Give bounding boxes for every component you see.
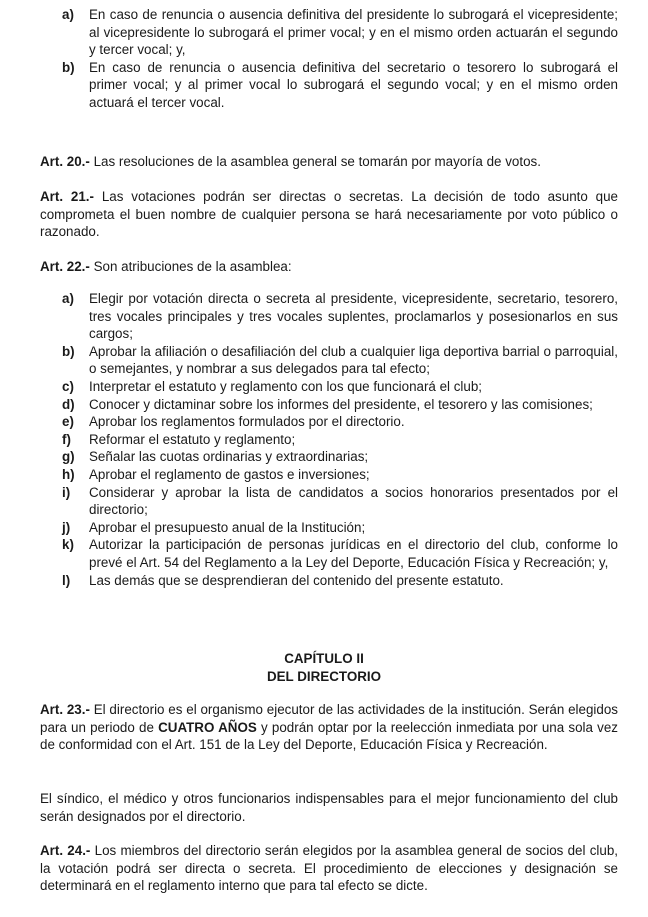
list-item bbox=[62, 290, 618, 343]
article-22 bbox=[40, 258, 618, 276]
article-label: Art. 20.- bbox=[40, 154, 90, 169]
list-item-text: Conocer y dictaminar sobre los informes del presidente, el tesorero y las comisiones; bbox=[89, 396, 593, 412]
article-text: Las resoluciones de la asamblea general se tomarán por mayoría de votos. bbox=[89, 154, 541, 169]
list-item-text: Las demás que se desprendieran del contenido del presente estatuto. bbox=[89, 572, 504, 588]
chapter-title: DEL DIRECTORIO bbox=[266, 669, 382, 684]
list-item bbox=[62, 431, 618, 449]
list-item-text: En caso de renuncia o ausencia definitiva del presidente lo subrogará el vicepresidente; al vicepresidente lo subrogará el primer vocal; y en el mismo orden actuarán el segundo y tercer vocal; y, bbox=[89, 7, 618, 58]
article-text: Son atribuciones de la asamblea: bbox=[89, 259, 292, 274]
list-marker: a) bbox=[62, 7, 74, 22]
list-marker: c) bbox=[62, 378, 74, 394]
article-text: El directorio es el organismo ejecutor de las actividades de la institución. Serán elegidos para un periodo de bbox=[40, 702, 618, 735]
article-text: y podrán optar por la reelección inmediata por una sola vez de conformidad con el Art. 151 de la Ley del Deporte, Educación Física y Recreación. bbox=[40, 719, 618, 753]
article-label: Art. 21.- bbox=[40, 189, 94, 204]
list-item-text: En caso de renuncia o ausencia definitiva del secretario o tesorero lo subrogará el primer vocal; y al primer vocal lo subrogará el segundo vocal; y en el mismo orden actuará el tercer vocal. bbox=[89, 59, 618, 110]
list-item bbox=[62, 396, 618, 414]
list-item bbox=[62, 519, 618, 537]
list-marker: e) bbox=[62, 414, 74, 430]
list-marker: l) bbox=[62, 572, 71, 588]
list-item-text: Aprobar la afiliación o desafiliación del club a cualquier liga deportiva barrial o parroquial, o semejantes, y nombrar a sus delegados para tal efecto; bbox=[89, 343, 618, 377]
list-marker: i) bbox=[62, 484, 71, 500]
article-23 bbox=[40, 701, 618, 754]
list-marker: b) bbox=[62, 59, 75, 75]
list-item bbox=[62, 466, 618, 484]
list-marker: d) bbox=[62, 396, 75, 412]
list-marker: h) bbox=[62, 466, 75, 482]
sindico-paragraph: El síndico, el médico y otros funcionarios indispensables para el mejor funcionamiento del club serán designados por el directorio. bbox=[40, 791, 618, 824]
article-label: Art. 23.- bbox=[40, 702, 90, 717]
article-24 bbox=[40, 842, 618, 895]
list-item-text: Autorizar la participación de personas jurídicas en el directorio del club, conforme lo prevé el Art. 54 del Reglamento a la Ley del Deporte, Educación Física y Recreación; y, bbox=[89, 537, 618, 570]
list-item-text: Reformar el estatuto y reglamento; bbox=[89, 431, 296, 447]
list-marker: j) bbox=[62, 519, 71, 535]
list-item-text: Elegir por votación directa o secreta al presidente, vicepresidente, secretario, tesorero, tres vocales principales y tres vocales suplentes, proclamarlos y posesionarlos en sus cargos; bbox=[89, 291, 618, 342]
list-item bbox=[62, 378, 618, 396]
subrogation-list bbox=[62, 6, 618, 112]
list-item bbox=[62, 536, 618, 571]
list-marker: f) bbox=[62, 431, 71, 447]
chapter-number: CAPÍTULO II bbox=[284, 651, 364, 666]
term-emphasis: CUATRO AÑOS bbox=[158, 719, 257, 735]
article-label: Art. 22.- bbox=[40, 259, 90, 274]
list-item bbox=[62, 572, 618, 590]
list-item-text: Señalar las cuotas ordinarias y extraordinarias; bbox=[89, 449, 369, 465]
list-marker: a) bbox=[62, 291, 74, 306]
article-21 bbox=[40, 188, 618, 241]
article-label: Art. 24.- bbox=[40, 843, 91, 858]
list-item bbox=[62, 413, 618, 431]
article-text: Las votaciones podrán ser directas o secretas. La decisión de todo asunto que comprometa el buen nombre de cualquier persona se hará necesariamente por voto público o razonado. bbox=[40, 189, 618, 240]
list-item-text: Interpretar el estatuto y reglamento con los que funcionará el club; bbox=[89, 378, 483, 394]
list-item-text: Aprobar el reglamento de gastos e inversiones; bbox=[89, 466, 370, 482]
assembly-powers-list bbox=[62, 290, 618, 589]
list-marker: b) bbox=[62, 343, 75, 359]
list-item bbox=[62, 484, 618, 519]
list-item bbox=[62, 6, 618, 59]
list-item-text: Considerar y aprobar la lista de candidatos a socios honorarios presentados por el directorio; bbox=[89, 484, 618, 518]
list-item-text: Aprobar los reglamentos formulados por el directorio. bbox=[89, 414, 405, 430]
list-marker: k) bbox=[62, 537, 74, 553]
list-item bbox=[62, 448, 618, 466]
list-item-text: Aprobar el presupuesto anual de la Institución; bbox=[89, 519, 366, 535]
article-text: Los miembros del directorio serán elegidos por la asamblea general de socios del club, la votación podrá ser directa o secreta. El procedimiento de elecciones y designación se determinará en el reglamento interno que para tal efecto se dicte. bbox=[40, 843, 618, 894]
list-marker: g) bbox=[62, 449, 75, 465]
article-20 bbox=[40, 153, 618, 171]
list-item bbox=[62, 59, 618, 112]
list-item bbox=[62, 343, 618, 378]
